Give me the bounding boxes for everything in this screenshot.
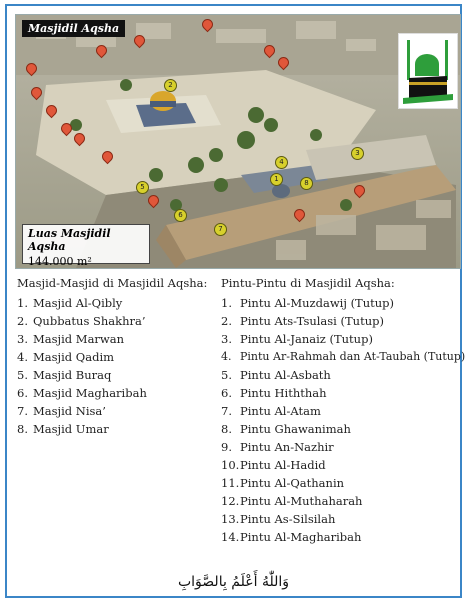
mosque-marker[interactable]: 2 bbox=[164, 79, 177, 92]
list-item: 6. Masjid Magharibah bbox=[17, 386, 147, 400]
list-item: 1. Masjid Al-Qibly bbox=[17, 296, 123, 310]
list-item: 13.Pintu As-Silsilah bbox=[221, 512, 336, 526]
list-item: 7. Pintu Al-Atam bbox=[221, 404, 321, 418]
list-item: 3. Pintu Al-Janaiz (Tutup) bbox=[221, 332, 373, 346]
list-item: 14.Pintu Al-Magharibah bbox=[221, 530, 362, 544]
area-label: Luas Masjidil Aqsha bbox=[28, 227, 111, 253]
mosque-marker[interactable]: 3 bbox=[351, 147, 364, 160]
mosque-marker[interactable]: 5 bbox=[136, 181, 149, 194]
list-item: 2. Pintu Ats-Tsulasi (Tutup) bbox=[221, 314, 384, 328]
list-item: 4. Pintu Ar-Rahmah dan At-Taubah (Tutup) bbox=[221, 350, 466, 363]
list-item: 8. Pintu Ghawanimah bbox=[221, 422, 351, 436]
mosque-marker[interactable]: 1 bbox=[270, 173, 283, 186]
logo bbox=[398, 33, 458, 109]
list-item: 1. Pintu Al-Muzdawij (Tutup) bbox=[221, 296, 395, 310]
mosque-marker[interactable]: 6 bbox=[174, 209, 187, 222]
gate-items bbox=[221, 294, 465, 546]
list-item: 8. Masjid Umar bbox=[17, 422, 109, 436]
area-info-box bbox=[22, 224, 150, 268]
list-item: 5. Masjid Buraq bbox=[17, 368, 112, 382]
list-item: 11.Pintu Al-Qathanin bbox=[221, 476, 345, 490]
aerial-photo bbox=[15, 14, 461, 269]
list-item: 5. Pintu Al-Asbath bbox=[221, 368, 331, 382]
list-item: 7. Masjid Nisa’ bbox=[17, 404, 106, 418]
masjid-list bbox=[17, 276, 207, 438]
list-item: 3. Masjid Marwan bbox=[17, 332, 125, 346]
closing-phrase: وَاللّٰهُ أَعْلَمُ بِالصَّوَابِ bbox=[177, 574, 290, 590]
list-item: 9. Pintu An-Nazhir bbox=[221, 440, 334, 454]
list-item: 4. Masjid Qadim bbox=[17, 350, 115, 364]
list-item: 12.Pintu Al-Muthaharah bbox=[221, 494, 363, 508]
list-item: 10.Pintu Al-Hadid bbox=[221, 458, 326, 472]
mosque-marker[interactable]: 4 bbox=[275, 156, 288, 169]
mosque-marker[interactable]: 8 bbox=[300, 177, 313, 190]
area-value: 144.000 m² bbox=[28, 255, 92, 268]
gate-list bbox=[221, 276, 465, 546]
gate-list-heading: Pintu-Pintu di Masjidil Aqsha: bbox=[221, 276, 395, 290]
page-frame bbox=[5, 4, 466, 598]
list-item: 2. Qubbatus Shakhra’ bbox=[17, 314, 146, 328]
kaaba-logo-icon bbox=[399, 34, 457, 108]
masjid-list-heading: Masjid-Masjid di Masjidil Aqsha: bbox=[17, 276, 208, 290]
list-item: 6. Pintu Hiththah bbox=[221, 386, 327, 400]
map-title: Masjidil Aqsha bbox=[22, 20, 125, 37]
mosque-marker[interactable]: 7 bbox=[214, 223, 227, 236]
masjid-items bbox=[17, 294, 207, 438]
